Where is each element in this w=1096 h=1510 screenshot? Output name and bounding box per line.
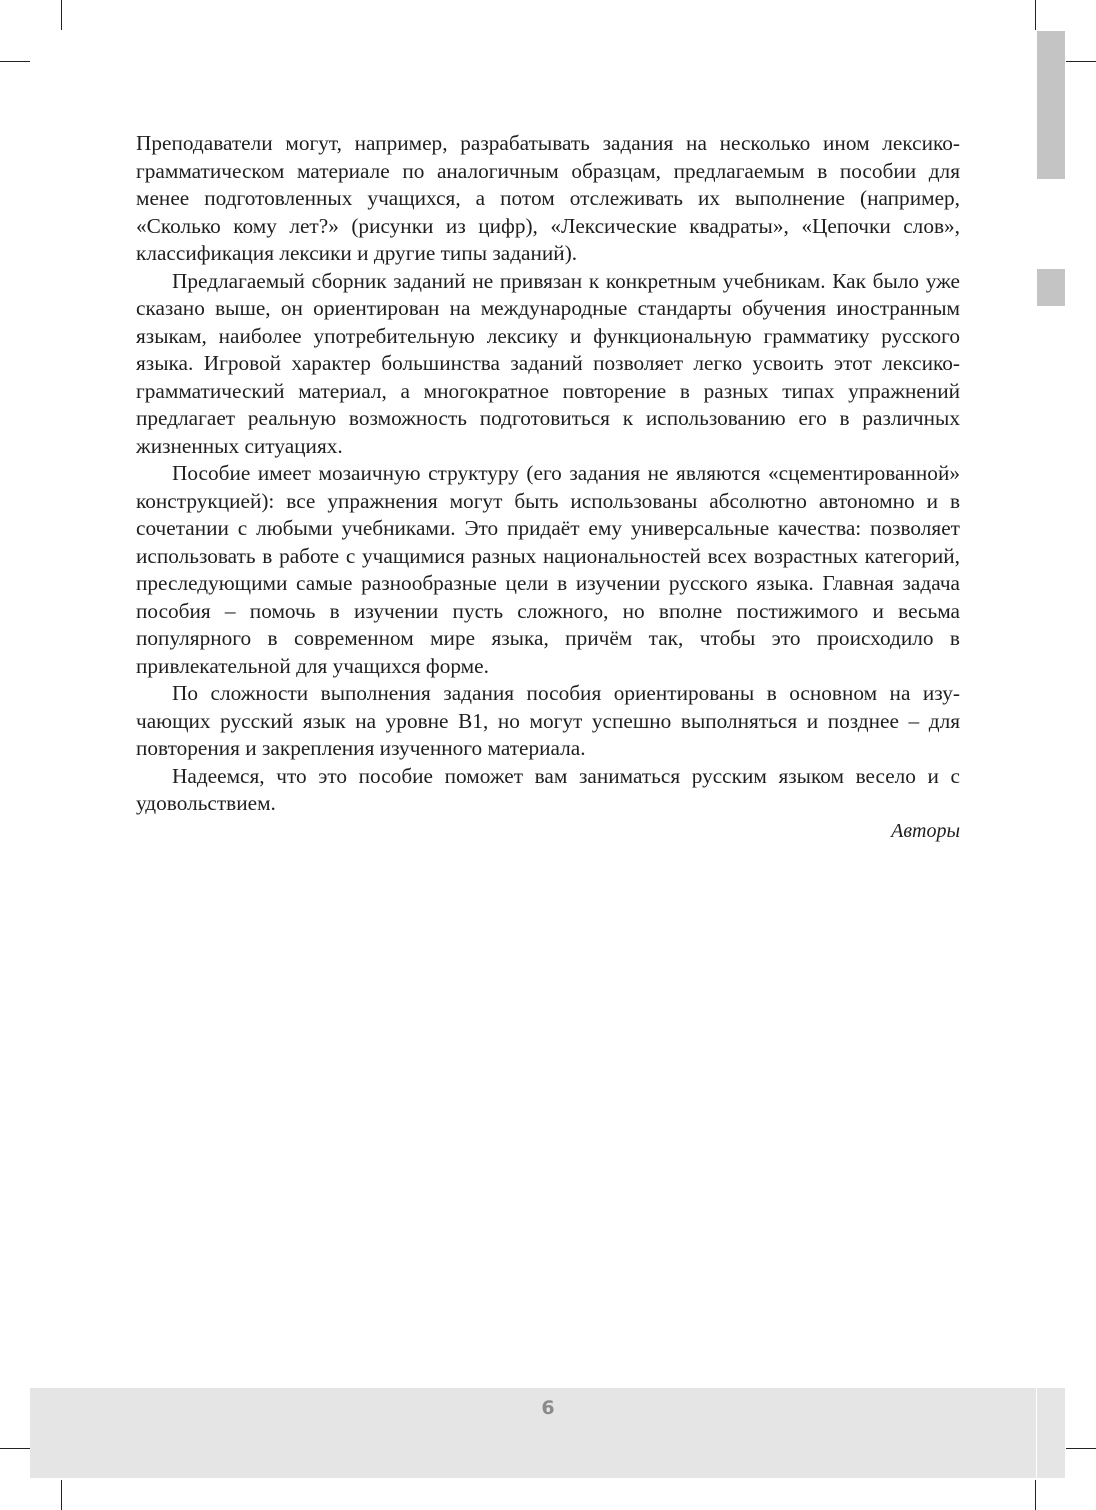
paragraph-4: По сложности выполнения задания пособия ориентированы в основном на изучающих русский язык на уровне B1, но могут успешно выполняться и позднее – для повторения и закрепления изученного материала. — [136, 681, 960, 760]
body-text — [136, 130, 960, 845]
author-signature: Авторы — [891, 819, 960, 842]
crop-mark-bottom-left-h — [0, 1448, 30, 1449]
crop-mark-top-right-h — [1066, 61, 1096, 62]
paragraph-5: Надеемся, что это пособие поможет вам заниматься русским языком весело и с удовольствием. — [136, 763, 960, 815]
crop-mark-bottom-right — [1035, 1480, 1036, 1510]
crop-mark-bottom-left — [61, 1480, 62, 1510]
crop-mark-top-left-h — [0, 61, 30, 62]
paragraph-2: Предлагаемый сборник заданий не привязан к конкретным учебникам. Как было уже сказано выше, он ориентирован на международные стандарты обучения иностранным языкам, наиболее употребительную лексику и функциональную грамматику русского языка. Игровой характер большинства заданий позволяет легко усвоить этот лексико-грамматический материал, а многократное повторение в разных типах упражнений предлагает реальную возможность подготовиться к использованию его в различных жизненных ситуациях. — [136, 268, 960, 458]
crop-mark-top-left — [61, 0, 62, 30]
page-number: 6 — [541, 1397, 555, 1419]
thumb-tab-large — [1037, 31, 1065, 179]
paragraph-3: Пособие имеет мозаичную структуру (его задания не являются «сцементированной» конструкцией): все упражнения могут быть использованы абсолютно автономно и в сочетании с любыми учебниками. Это придаёт ему универсальные качества: позволяет использовать в работе с учащимися разных национальностей всех возрастных категорий, преследующими самые разнообразные цели в изучении русского языка. Главная задача пособия – помочь в изучении пусть сложного, но вполне постижимого и весьма популярного в современном мире языка, причём так, чтобы это происходило в привлекательной для учащихся форме. — [136, 461, 960, 678]
crop-mark-bottom-right-h — [1066, 1448, 1096, 1449]
paragraph-1: Преподаватели могут, например, разрабатывать задания на несколько ином лексико-грамматическом материале по аналогичным образцам, предлагаемым в пособии для менее подготовленных учащихся, а потом отслеживать их выполнение (например, «Сколько кому лет?» (рисунки из цифр), «Лексические квадраты», «Цепочки слов», классификация лексики и другие типы заданий). — [136, 131, 960, 265]
thumb-tab-small — [1037, 269, 1065, 306]
crop-mark-top-right — [1035, 0, 1036, 30]
